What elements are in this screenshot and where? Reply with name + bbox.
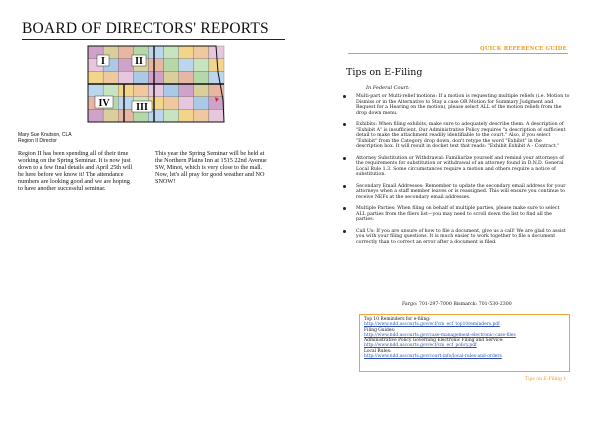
court-phone-numbers: Fargo: 701-297-7000 Bismarck: 701-530-2300: [402, 302, 512, 307]
resource-label: Filing Guides:: [364, 327, 396, 333]
resource-link[interactable]: http://www.ndd.uscourts.gov/ecf/cm_ecf_policy.pdf: [364, 343, 477, 349]
tip-item: [338, 229, 570, 246]
county-cell: [194, 59, 209, 72]
county-cell: [164, 59, 179, 72]
resource-link[interactable]: http://www.ndd.uscourts.gov/case-management-electronic-case-files: [364, 332, 516, 338]
county-cell: [164, 71, 179, 84]
report-column-1: Region II has been spending all of their time working on the Spring Seminar. It is now just down to a few final details and April 25th will be here before we know it! The attendance numbers are looking good and we are hoping to have another successful seminar.: [18, 150, 133, 193]
region-label-4: IV: [98, 98, 110, 109]
tip-item: [338, 156, 570, 178]
county-cell: [118, 71, 133, 84]
tip-text: Multiple Parties: When filing on behalf of multiple parties, please make sure to select ALL parties from the filers list—you may need to scroll down the list to find all the parties.: [356, 206, 560, 222]
county-cell: [88, 71, 103, 84]
author-block: [18, 132, 72, 144]
author-name: Mary Sue Knutson, CLA: [18, 132, 72, 138]
bullet-icon: [343, 95, 346, 98]
county-cell: [148, 46, 163, 59]
title-underline: [22, 39, 285, 40]
resource-label: Administrative Policy Governing Electronic Filing and Service:: [364, 338, 504, 344]
county-cell: [164, 97, 179, 110]
tip-text: Secondary Email Addresses: Remember to update the secondary email address for your attorneys when a staff member leaves or is reassigned. This will ensure you continue to receive NEFs at the secondary email addresses.: [356, 183, 566, 200]
county-cell: [133, 84, 148, 97]
header-rule: [348, 53, 568, 54]
region-label-3: III: [136, 102, 148, 113]
bullet-icon: [343, 157, 346, 160]
county-cell: [209, 71, 224, 84]
tip-text: Exhibits: When filing exhibits, make sure to adequately describe them. A description of "Exhibit A" is insufficient. Our Administrative Policy requires "a description of sufficient detail to make the attachment readily identifiable to the court." Also, if you select "Exhibit" from the Category drop down, don't retype the word "Exhibit" in the description box. It will result in docket text that reads: "Exhibit Exhibit A - Contract.": [356, 122, 566, 149]
region-label-2: II: [135, 56, 143, 67]
county-cell: [148, 71, 163, 84]
bullet-icon: [343, 207, 346, 210]
resource-link[interactable]: http://www.ndd.uscourts.gov/court-info/local-rules-and-orders: [364, 354, 502, 360]
bullet-icon: [343, 123, 346, 126]
region-map: [84, 42, 226, 126]
county-cell: [118, 46, 133, 59]
county-cell: [164, 109, 179, 122]
county-cell: [194, 84, 209, 97]
region-label-1: I: [101, 56, 105, 67]
tips-list: [338, 94, 570, 251]
bullet-icon: [343, 185, 346, 188]
tip-item: [338, 184, 570, 201]
county-cell: [179, 59, 194, 72]
county-cell: [209, 59, 224, 72]
county-cell: [103, 109, 118, 122]
tip-item: [338, 94, 570, 116]
tip-text: Multi-part or Multi-relief motions: If a motion is requesting multiple reliefs (i.e. Motion to Dismiss or in the Alternative to Stay a case OR Motion for Summary Judgment and Request for a Hearing on the motion), please select ALL of the motion reliefs from the drop down menu.: [356, 94, 570, 116]
county-cell: [194, 71, 209, 84]
report-column-2: This year the Spring Seminar will be held at the Northern Plains Inn at 1515 22nd Avenue SW, Minot, which is very close to the mall. Now, let's all pray for good weather and NO SNOW!: [155, 150, 267, 186]
bullet-icon: [343, 230, 346, 233]
resources-box: [359, 314, 570, 372]
county-cell: [103, 84, 118, 97]
tip-text: Call Us: If you are unsure of how to file a document, give us a call! We are glad to assist you with your filing questions. It is much easier to work together to file a document correctly than to correct an error after a document is filed.: [356, 228, 566, 245]
county-cell: [209, 109, 224, 122]
author-role: Region II Director: [18, 138, 57, 144]
county-cell: [194, 46, 209, 59]
county-cell: [164, 84, 179, 97]
county-cell: [118, 97, 133, 110]
tip-item: [338, 122, 570, 150]
county-cell: [179, 71, 194, 84]
resource-label: Local Rules:: [364, 348, 392, 354]
county-cell: [179, 97, 194, 110]
page-title: BOARD OF DIRECTORS' REPORTS: [22, 20, 269, 37]
county-cell: [118, 59, 133, 72]
county-cell: [179, 84, 194, 97]
county-cell: [88, 84, 103, 97]
county-cell: [194, 97, 209, 110]
county-cell: [133, 71, 148, 84]
county-cell: [103, 71, 118, 84]
county-cell: [88, 109, 103, 122]
county-cell: [194, 109, 209, 122]
tip-item: [338, 206, 570, 223]
county-cell: [164, 46, 179, 59]
county-cell: [179, 46, 194, 59]
resource-link[interactable]: http://www.ndd.uscourts.gov/ecf/cm_ecf_top10reminders.pdf: [364, 322, 500, 328]
tips-heading: Tips on E-Filing: [346, 67, 423, 78]
guide-header: QUICK REFERENCE GUIDE: [480, 46, 567, 52]
resource-title: Top 10 Reminders for e-filing:: [364, 317, 431, 322]
tip-text: Attorney Substitution or Withdrawal: Familiarize yourself and remind your attorneys of the requirements for substitution or withdrawal of an attorney found in D.N.D. General Local Rule 1.3. Some circumstances require a motion and others require a notice of substitution.: [356, 155, 564, 177]
county-cell: [118, 84, 133, 97]
county-cell: [148, 84, 163, 97]
tips-subheading: In Federal Court:: [366, 85, 410, 91]
page-footer: Tips on E-Filing 1: [525, 377, 567, 382]
county-cell: [118, 109, 133, 122]
county-cell: [148, 59, 163, 72]
county-cell: [179, 109, 194, 122]
